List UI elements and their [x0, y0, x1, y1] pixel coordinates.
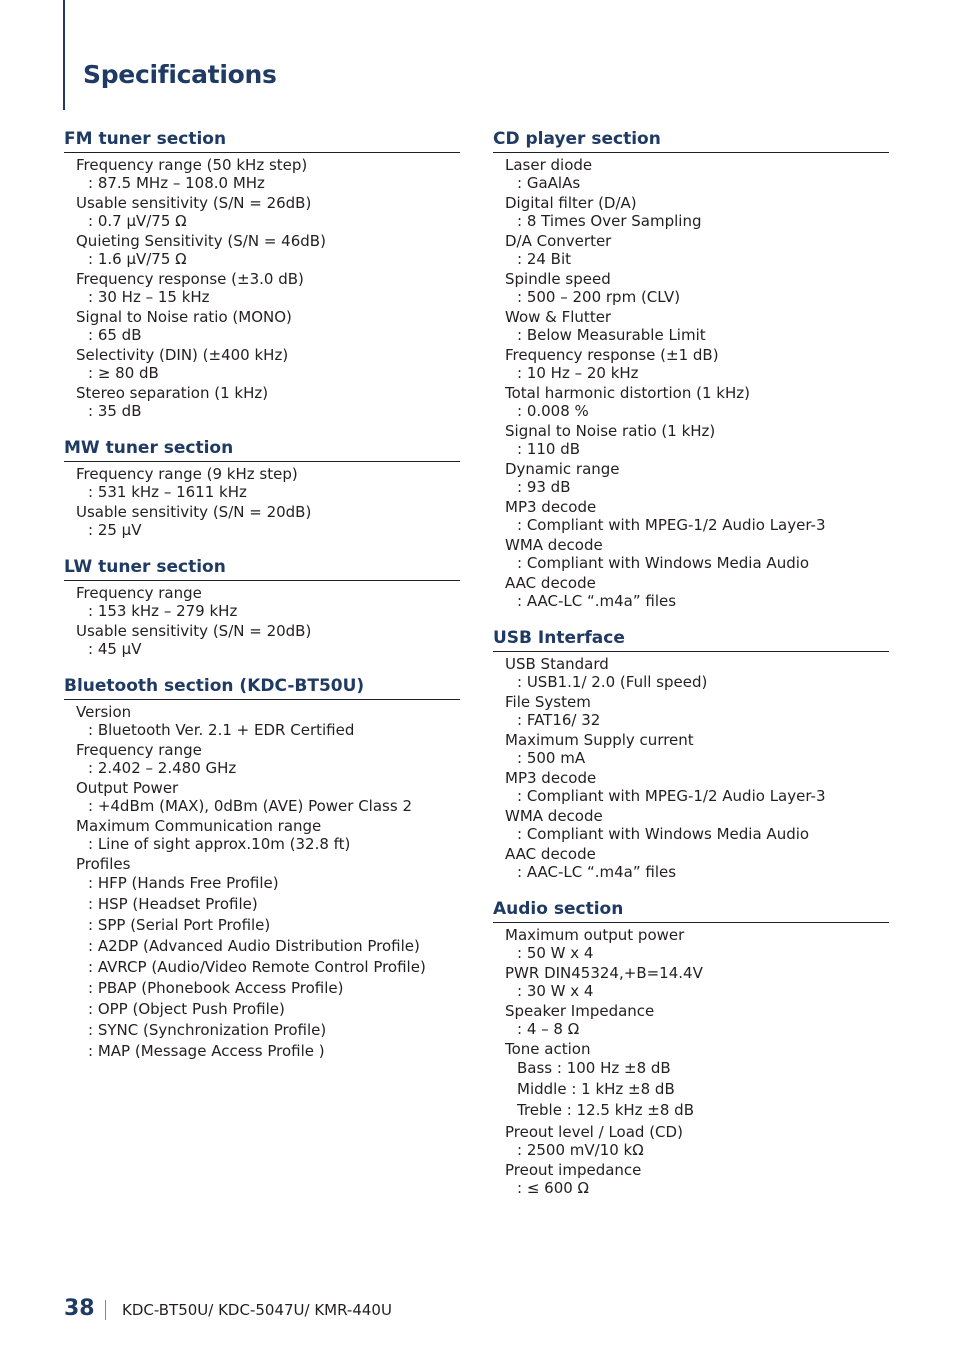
spec-label: Stereo separation (1 kHz) [76, 384, 269, 402]
spec-item [493, 156, 889, 192]
spec-label: AAC decode [505, 845, 596, 863]
spec-item-profiles [64, 855, 460, 1062]
spec-item [493, 655, 889, 691]
spec-value: : Compliant with MPEG-1/2 Audio Layer-3 [517, 516, 826, 534]
spec-value: : AAC-LC “.m4a” files [517, 592, 677, 610]
spec-item [493, 308, 889, 344]
spec-label: Profiles [76, 855, 131, 873]
spec-label: MP3 decode [505, 498, 597, 516]
spec-label: MP3 decode [505, 769, 597, 787]
spec-label: Frequency range [76, 741, 202, 759]
spec-item [64, 584, 460, 620]
spec-item [64, 503, 460, 539]
spec-label: Dynamic range [505, 460, 620, 478]
spec-item [64, 346, 460, 382]
spec-item [493, 769, 889, 805]
spec-label: Digital filter (D/A) [505, 194, 637, 212]
spec-value: : 2.402 – 2.480 GHz [88, 759, 237, 777]
spec-label: Signal to Noise ratio (MONO) [76, 308, 292, 326]
profile-item: : HSP (Headset Profile) [88, 895, 258, 913]
profile-item: : AVRCP (Audio/Video Remote Control Profile) [88, 958, 426, 976]
spec-value: : +4dBm (MAX), 0dBm (AVE) Power Class 2 [88, 797, 412, 815]
section-heading: FM tuner section [64, 127, 460, 153]
spec-item [493, 1123, 889, 1159]
spec-item [493, 964, 889, 1000]
spec-label: Frequency range [76, 584, 202, 602]
spec-label: USB Standard [505, 655, 609, 673]
spec-item [493, 194, 889, 230]
spec-item [493, 731, 889, 767]
profile-item: : PBAP (Phonebook Access Profile) [88, 979, 344, 997]
spec-label: Wow & Flutter [505, 308, 612, 326]
tone-item: Bass : 100 Hz ±8 dB [517, 1059, 671, 1077]
spec-value: : ≥ 80 dB [88, 364, 159, 382]
spec-item [493, 807, 889, 843]
spec-value: : 87.5 MHz – 108.0 MHz [88, 174, 265, 192]
spec-label: Usable sensitivity (S/N = 20dB) [76, 622, 312, 640]
spec-item [64, 465, 460, 501]
spec-value: : 2500 mV/10 kΩ [517, 1141, 644, 1159]
spec-value: : 500 – 200 rpm (CLV) [517, 288, 681, 306]
spec-value: : 45 μV [88, 640, 142, 658]
spec-label: Maximum Communication range [76, 817, 322, 835]
lw-tuner-section [64, 555, 460, 658]
section-heading: MW tuner section [64, 436, 460, 462]
spec-item [493, 1161, 889, 1197]
spec-label: Tone action [505, 1040, 591, 1058]
spec-value: : 0.008 % [517, 402, 589, 420]
profile-item: : MAP (Message Access Profile ) [88, 1042, 325, 1060]
spec-item [64, 194, 460, 230]
spec-label: Version [76, 703, 132, 721]
spec-item [493, 1002, 889, 1038]
audio-section [493, 897, 889, 1197]
section-heading: USB Interface [493, 626, 889, 652]
spec-label: D/A Converter [505, 232, 612, 250]
spec-item [64, 156, 460, 192]
right-column [493, 127, 889, 1213]
section-heading: Audio section [493, 897, 889, 923]
spec-value: : Line of sight approx.10m (32.8 ft) [88, 835, 351, 853]
spec-item [64, 622, 460, 658]
spec-label: Signal to Noise ratio (1 kHz) [505, 422, 716, 440]
spec-item [64, 779, 460, 815]
spec-value: : FAT16/ 32 [517, 711, 601, 729]
spec-value: : 30 Hz – 15 kHz [88, 288, 210, 306]
profile-item: : SPP (Serial Port Profile) [88, 916, 271, 934]
spec-label: Usable sensitivity (S/N = 20dB) [76, 503, 312, 521]
spec-label: Laser diode [505, 156, 593, 174]
spec-item-tone-action [493, 1040, 889, 1121]
spec-value: : 65 dB [88, 326, 142, 344]
spec-value: : Compliant with Windows Media Audio [517, 825, 810, 843]
section-heading: Bluetooth section (KDC-BT50U) [64, 674, 460, 700]
spec-label: Preout impedance [505, 1161, 642, 1179]
fm-tuner-section [64, 127, 460, 420]
spec-value: : 153 kHz – 279 kHz [88, 602, 238, 620]
spec-value: : 93 dB [517, 478, 571, 496]
cd-player-section [493, 127, 889, 610]
spec-value: : 1.6 μV/75 Ω [88, 250, 187, 268]
left-column [64, 127, 460, 1078]
profile-item: : SYNC (Synchronization Profile) [88, 1021, 327, 1039]
spec-label: Selectivity (DIN) (±400 kHz) [76, 346, 289, 364]
spec-item [64, 741, 460, 777]
spec-item [64, 384, 460, 420]
tone-item: Treble : 12.5 kHz ±8 dB [517, 1101, 694, 1119]
page-title: Specifications [83, 60, 277, 89]
spec-label: Usable sensitivity (S/N = 26dB) [76, 194, 312, 212]
spec-label: Maximum Supply current [505, 731, 694, 749]
spec-value: : 0.7 μV/75 Ω [88, 212, 187, 230]
spec-value: : 8 Times Over Sampling [517, 212, 702, 230]
spec-label: File System [505, 693, 591, 711]
spec-item [493, 574, 889, 610]
profile-item: : OPP (Object Push Profile) [88, 1000, 285, 1018]
spec-item [493, 536, 889, 572]
section-heading: LW tuner section [64, 555, 460, 581]
page-number: 38 [64, 1296, 95, 1321]
spec-label: WMA decode [505, 807, 603, 825]
spec-item [64, 703, 460, 739]
spec-item [493, 232, 889, 268]
spec-value: : 4 – 8 Ω [517, 1020, 580, 1038]
spec-item [493, 460, 889, 496]
spec-label: Frequency range (50 kHz step) [76, 156, 308, 174]
spec-label: Total harmonic distortion (1 kHz) [505, 384, 750, 402]
spec-label: AAC decode [505, 574, 596, 592]
spec-label: Maximum output power [505, 926, 685, 944]
footer-divider [105, 1300, 106, 1320]
spec-value: : 24 Bit [517, 250, 572, 268]
spec-value: : 10 Hz – 20 kHz [517, 364, 639, 382]
spec-label: Spindle speed [505, 270, 611, 288]
spec-label: Quieting Sensitivity (S/N = 46dB) [76, 232, 326, 250]
spec-value: : 35 dB [88, 402, 142, 420]
spec-value: : Compliant with Windows Media Audio [517, 554, 810, 572]
usb-interface-section [493, 626, 889, 881]
section-heading: CD player section [493, 127, 889, 153]
spec-label: PWR DIN45324,+B=14.4V [505, 964, 703, 982]
spec-value: : ≤ 600 Ω [517, 1179, 590, 1197]
spec-label: Frequency range (9 kHz step) [76, 465, 298, 483]
mw-tuner-section [64, 436, 460, 539]
spec-value: : Bluetooth Ver. 2.1 + EDR Certified [88, 721, 355, 739]
spec-item [493, 498, 889, 534]
spec-item [493, 384, 889, 420]
bluetooth-section [64, 674, 460, 1062]
spec-label: Output Power [76, 779, 179, 797]
spec-label: Preout level / Load (CD) [505, 1123, 683, 1141]
spec-item [493, 845, 889, 881]
spec-item [64, 270, 460, 306]
model-names: KDC-BT50U/ KDC-5047U/ KMR-440U [122, 1301, 392, 1319]
spec-label: Frequency response (±3.0 dB) [76, 270, 304, 288]
header-accent-bar [63, 0, 65, 110]
spec-value: : 500 mA [517, 749, 586, 767]
spec-item [493, 693, 889, 729]
spec-item [493, 926, 889, 962]
spec-item [493, 270, 889, 306]
spec-label: Speaker Impedance [505, 1002, 655, 1020]
spec-value: : 110 dB [517, 440, 581, 458]
spec-value: : AAC-LC “.m4a” files [517, 863, 677, 881]
spec-value: : 531 kHz – 1611 kHz [88, 483, 247, 501]
spec-label: WMA decode [505, 536, 603, 554]
profile-item: : A2DP (Advanced Audio Distribution Profile) [88, 937, 420, 955]
spec-item [64, 817, 460, 853]
spec-value: : Below Measurable Limit [517, 326, 706, 344]
spec-label: Frequency response (±1 dB) [505, 346, 719, 364]
spec-item [493, 346, 889, 382]
tone-item: Middle : 1 kHz ±8 dB [517, 1080, 675, 1098]
spec-value: : GaAlAs [517, 174, 581, 192]
spec-item [64, 308, 460, 344]
spec-value: : USB1.1/ 2.0 (Full speed) [517, 673, 708, 691]
spec-value: : 25 μV [88, 521, 142, 539]
spec-item [493, 422, 889, 458]
profile-item: : HFP (Hands Free Profile) [88, 874, 279, 892]
spec-item [64, 232, 460, 268]
spec-value: : Compliant with MPEG-1/2 Audio Layer-3 [517, 787, 826, 805]
spec-value: : 50 W x 4 [517, 944, 594, 962]
spec-value: : 30 W x 4 [517, 982, 594, 1000]
